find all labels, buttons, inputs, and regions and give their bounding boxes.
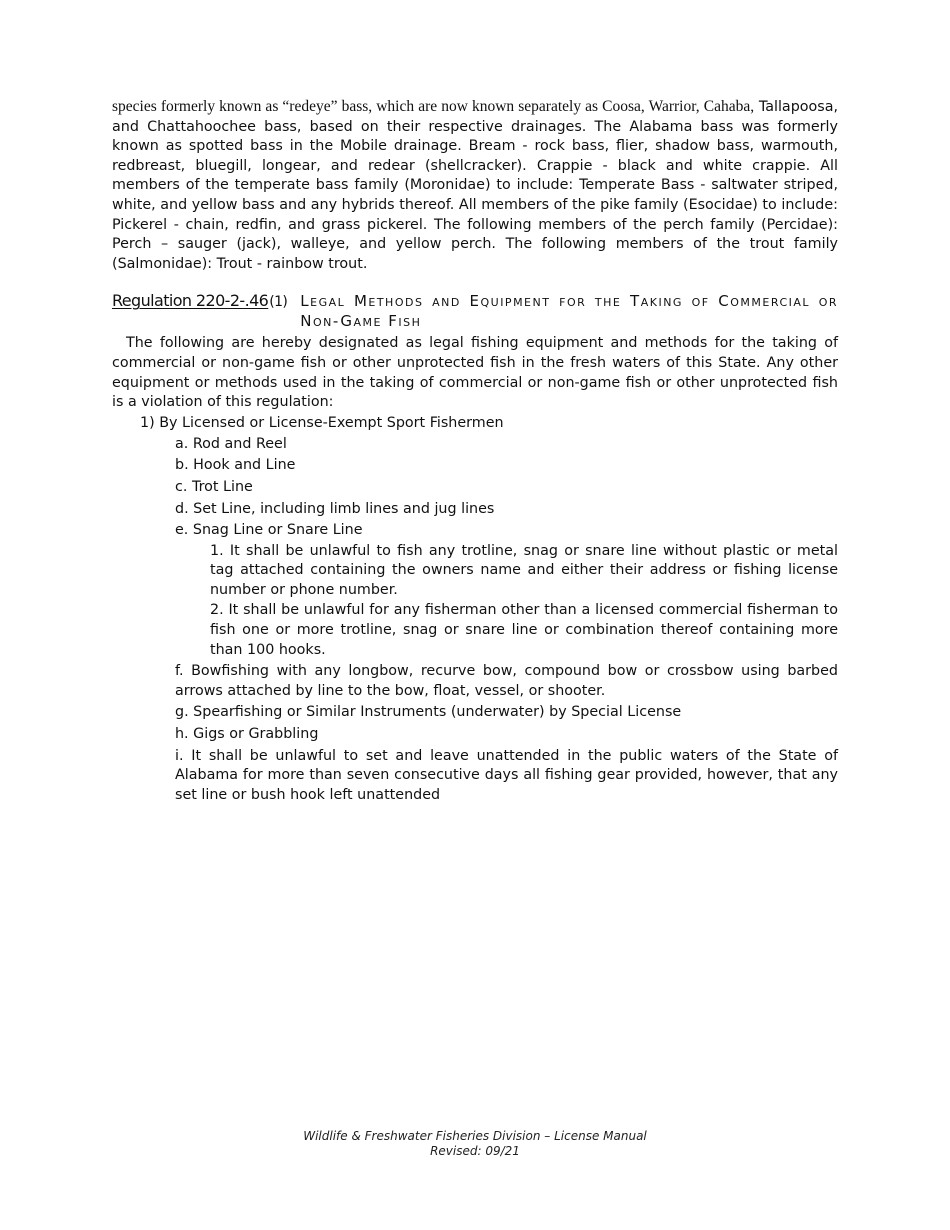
- list-item-f: f. Bowfishing with any longbow, recurve bow, compound bow or crossbow using barbed arrows attached by line to the bow, float, vessel, or shooter.: [175, 663, 838, 699]
- list-item-b: b. Hook and Line: [175, 457, 296, 474]
- list-item-i: i. It shall be unlawful to set and leave unattended in the public waters of the State of Alabama for more than seven consecutive days all fishing gear provided, however, that any set line or bush hook left unattended: [175, 747, 838, 803]
- regulation-heading: [112, 291, 838, 331]
- footer-revision: Revised: 09/21: [430, 1144, 520, 1158]
- list-item-a: a. Rod and Reel: [175, 435, 287, 452]
- regulation-intro: The following are hereby designated as legal fishing equipment and methods for the taking of commercial or non-game fish or other unprotected fish in the fresh waters of this State. Any other equipment or methods used in the taking of commercial or non-game fish or other unprotected fish is a violation of this regulation:: [112, 335, 838, 411]
- list-item-c: c. Trot Line: [175, 478, 253, 495]
- list-subitem-e-1: 1. It shall be unlawful to fish any trotline, snag or snare line without plastic or metal tag attached containing the owners name and either their address or fishing license number or phone number.: [210, 542, 838, 598]
- regulation-label: [112, 291, 287, 312]
- list-item-h: h. Gigs or Grabbling: [175, 726, 319, 743]
- intro-paragraph-rest: Tallapoosa, and Chattahoochee bass, based on their respective drainages. The Alabama bass was formerly known as spotted bass in the Mobile drainage. Bream - rock bass, flier, shadow bass, warmouth, redbreast, bluegill, longear, and redear (shellcracker). Crappie - black and white crappie. All members of the temperate bass family (Moronidae) to include: Temperate Bass - saltwater striped, white, and yellow bass and any hybrids thereof. All members of the pike family (Esocidae) to include: Pickerel - chain, redfin, and grass pickerel. The following members of the perch family (Percidae): Perch – sauger (jack), walleye, and yellow perch. The following members of the trout family (Salmonidae): Trout - rainbow trout.: [112, 99, 839, 272]
- intro-paragraph: [112, 97, 838, 274]
- list-subitem-e-2: 2. It shall be unlawful for any fisherman other than a licensed commercial fisherman to fish one or more trotline, snag or snare line or combination thereof containing more than 100 hooks.: [210, 602, 838, 658]
- regulation-title: Legal Methods and Equipment for the Taking of Commercial or Non-Game Fish: [300, 292, 838, 331]
- page-footer: [0, 1129, 950, 1159]
- document-page: [112, 97, 838, 805]
- intro-paragraph-lead: species formerly known as “redeye” bass, which are now known separately as Coosa, Warrior, Cahaba,: [112, 98, 755, 115]
- footer-title: Wildlife & Freshwater Fisheries Division – License Manual: [303, 1129, 647, 1143]
- list-item-d: d. Set Line, including limb lines and jug lines: [175, 500, 495, 517]
- list-item-e: e. Snag Line or Snare Line: [175, 522, 363, 539]
- section-1-heading: 1) By Licensed or License-Exempt Sport Fishermen: [140, 414, 504, 431]
- list-item-g: g. Spearfishing or Similar Instruments (underwater) by Special License: [175, 704, 682, 721]
- regulation-number: (1): [269, 294, 288, 311]
- regulation-code: Regulation 220-2-.46: [112, 291, 269, 311]
